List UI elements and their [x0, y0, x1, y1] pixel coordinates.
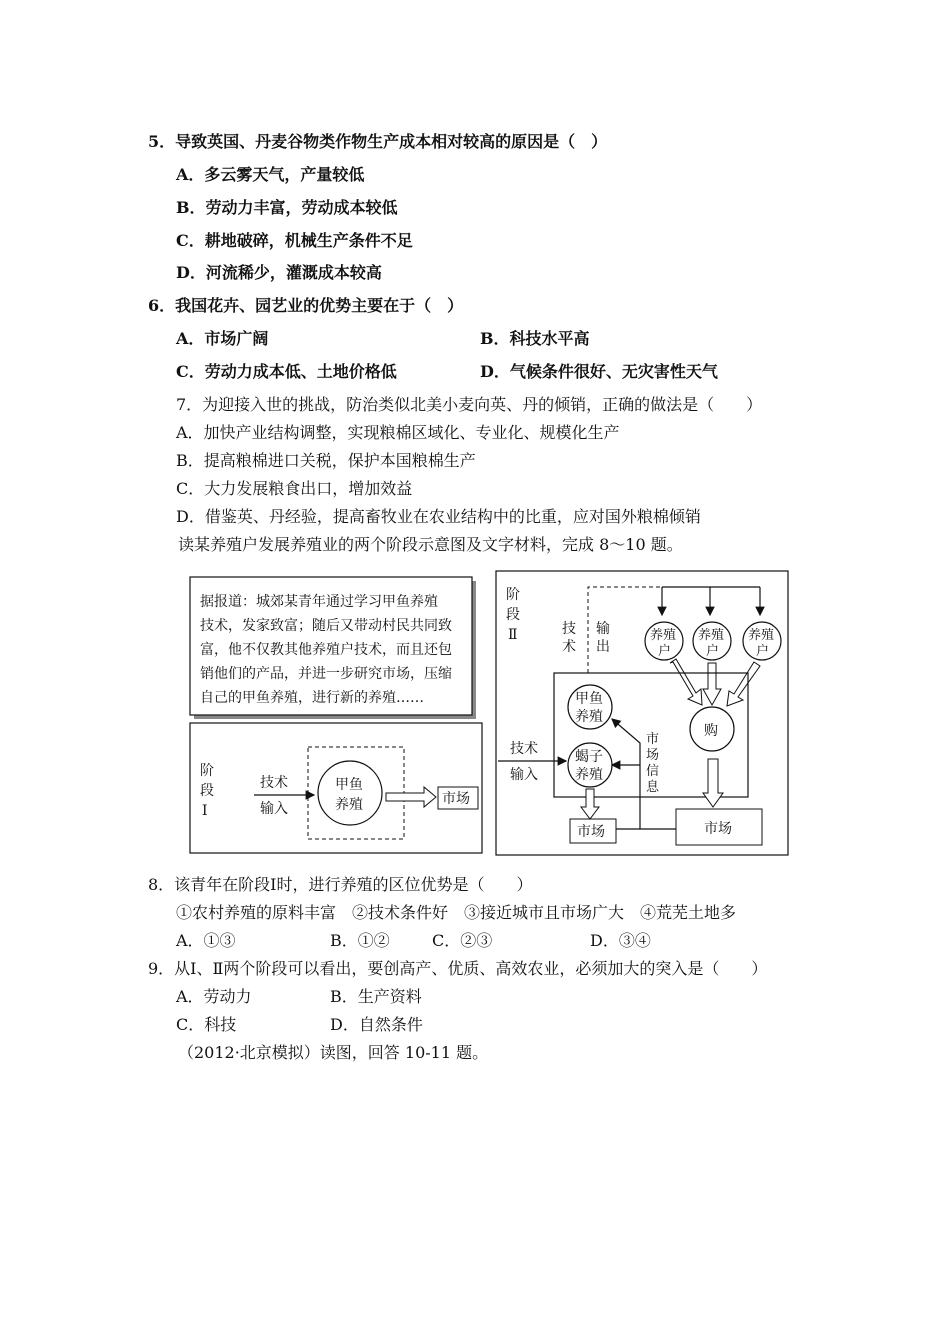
farmer-1-b: 户 — [658, 644, 672, 659]
q6-option-b: B．科技水平高 — [480, 329, 590, 348]
farmer-2-b: 户 — [706, 644, 720, 659]
stage1-market: 市场 — [442, 791, 470, 807]
q7-option-c: C．大力发展粮食出口，增加效益 — [176, 479, 413, 498]
q6-option-a: A．市场广阔 — [176, 329, 269, 348]
hollow-arrow-farmer-3 — [727, 662, 760, 706]
scorpion-a: 蝎子 — [575, 749, 603, 765]
stage2-label-b: 段 — [506, 607, 520, 623]
stage1-label-c: Ⅰ — [202, 803, 208, 819]
q7-option-b: B．提高粮棉进口关税，保护本国粮棉生产 — [176, 451, 476, 470]
stage2-out-b: 出 — [596, 639, 610, 655]
q5-option-d: D．河流稀少，灌溉成本较高 — [176, 263, 382, 282]
intro-10-11: （2012·北京模拟）读图，回答 10-11 题。 — [178, 1043, 489, 1062]
report-line-5: 自己的甲鱼养殖，进行新的养殖…… — [200, 690, 424, 706]
farmer-1-a: 养殖 — [650, 628, 677, 643]
stage2-turtle-b: 养殖 — [575, 709, 603, 725]
q7-stem: 7．为迎接入世的挑战，防治类似北美小麦向英、丹的倾销，正确的做法是（ ） — [176, 395, 763, 414]
hollow-arrow-scorpion-market — [581, 789, 599, 819]
info-char-2: 场 — [646, 748, 660, 763]
stage1-tech-b: 输入 — [260, 801, 288, 817]
stage2-label-a: 阶 — [506, 587, 520, 603]
q6-option-c: C．劳动力成本低、土地价格低 — [176, 362, 397, 381]
stage2-tech-out-b: 术 — [562, 639, 576, 655]
q8-option-c: C．②③ — [432, 931, 493, 950]
q5-stem: 5．导致英国、丹麦谷物类作物生产成本相对较高的原因是（ ） — [148, 132, 608, 151]
hollow-arrow-farmer-2 — [703, 663, 721, 705]
farmer-3-b: 户 — [756, 644, 770, 659]
hollow-arrow-buy-market — [703, 759, 723, 807]
stage1-tech-a: 技术 — [260, 775, 288, 791]
report-line-4: 销他们的产品，并进一步研究市场，压缩 — [200, 666, 452, 682]
q9-option-c: C．科技 — [176, 1015, 237, 1034]
q7-option-d: D．借鉴英、丹经验，提高畜牧业在农业结构中的比重，应对国外粮棉倾销 — [176, 507, 701, 526]
q8-option-b: B．①② — [330, 931, 390, 950]
stage1-hollow-arrow — [386, 787, 436, 807]
farmer-2-a: 养殖 — [698, 628, 725, 643]
stage1-node-a: 甲鱼 — [335, 777, 363, 793]
stage2-tech-in-b: 输入 — [510, 767, 538, 783]
hollow-arrow-farmer-1 — [670, 659, 702, 705]
stage2-turtle-a: 甲鱼 — [575, 691, 603, 707]
info-char-1: 市 — [646, 732, 660, 747]
q6-option-d: D．气候条件很好、无灾害性天气 — [480, 362, 718, 381]
info-arrow-turtle — [612, 719, 676, 829]
farmer-3-a: 养殖 — [748, 628, 775, 643]
q7-option-a: A．加快产业结构调整，实现粮棉区域化、专业化、规模化生产 — [176, 423, 620, 442]
stage2-tech-out-a: 技 — [562, 621, 576, 637]
stage1-label-b: 段 — [200, 783, 214, 799]
q5-option-b: B．劳动力丰富，劳动成本较低 — [176, 198, 398, 217]
q9-stem: 9．从Ⅰ、Ⅱ两个阶段可以看出，要创高产、优质、高效农业，必须加大的突入是（ ） — [148, 959, 768, 978]
q9-option-b: B．生产资料 — [330, 987, 422, 1006]
buy-label: 购 — [704, 723, 718, 739]
q8-option-d: D．③④ — [590, 931, 651, 950]
report-line-1: 据报道：城郊某青年通过学习甲鱼养殖 — [200, 594, 438, 610]
farming-stages-figure — [180, 565, 800, 865]
report-line-2: 技术，发家致富；随后又带动村民共同致 — [200, 618, 452, 634]
scorpion-b: 养殖 — [575, 767, 603, 783]
stage2-label-c: Ⅱ — [508, 627, 518, 643]
small-market-label: 市场 — [577, 824, 605, 840]
q9-option-d: D．自然条件 — [330, 1015, 423, 1034]
big-market-label: 市场 — [704, 821, 732, 837]
stage1-turtle-node — [318, 761, 382, 825]
q8-stem: 8．该青年在阶段Ⅰ时，进行养殖的区位优势是（ ） — [148, 875, 533, 894]
q9-option-a: A．劳动力 — [176, 987, 252, 1006]
intro-8-10: 读某养殖户发展养殖业的两个阶段示意图及文字材料，完成 8～10 题。 — [178, 535, 683, 554]
q8-option-a: A．①③ — [176, 931, 236, 950]
q5-option-a: A．多云雾天气，产量较低 — [176, 165, 365, 184]
stage2-tech-in-a: 技术 — [510, 741, 538, 757]
stage1-node-b: 养殖 — [335, 797, 363, 813]
info-char-4: 息 — [646, 780, 660, 795]
report-line-3: 富，他不仅教其他养殖户技术，而且还包 — [200, 642, 452, 658]
stage2-out-a: 输 — [596, 621, 610, 637]
q5-option-c: C．耕地破碎，机械生产条件不足 — [176, 231, 413, 250]
stage1-label-a: 阶 — [200, 763, 214, 779]
q8-factors: ①农村养殖的原料丰富 ②技术条件好 ③接近城市且市场广大 ④荒芜土地多 — [176, 903, 737, 922]
info-char-3: 信 — [646, 764, 660, 779]
q6-stem: 6．我国花卉、园艺业的优势主要在于（ ） — [148, 296, 464, 315]
